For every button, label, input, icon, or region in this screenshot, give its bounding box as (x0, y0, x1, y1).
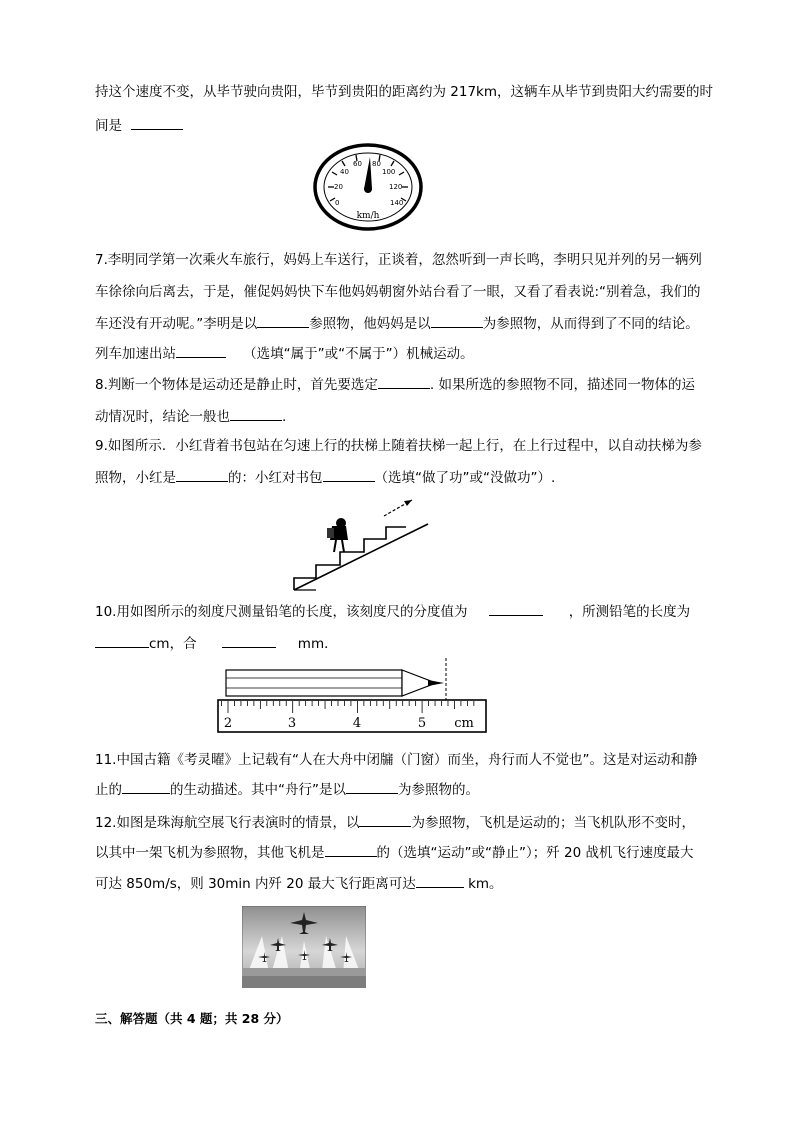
speed-tick-label: 20 (334, 183, 343, 191)
ruler-label: 5 (417, 716, 427, 731)
speedometer-figure (312, 143, 424, 231)
q7-line2: 车徐徐向后离去，于是，催促妈妈快下车他妈妈朝窗外站台看了一眼，又看了看表说:“别着急，我们的 (95, 284, 701, 300)
q9-blank-2[interactable] (323, 467, 375, 482)
airshow-photo (242, 906, 366, 988)
q9-line1: 9.如图所示．小红背着书包站在匀速上行的扶梯上随着扶梯一起上行，在上行过程中，以自动扶梯为参 (95, 438, 702, 454)
q12-blank-1[interactable] (359, 812, 411, 827)
speed-tick-label: 60 (353, 160, 362, 168)
q7-line1: 7.李明同学第一次乘火车旅行，妈妈上车送行，正谈着，忽然听到一声长鸣，李明只见并列的另一辆列 (95, 252, 702, 268)
q7-blank-1[interactable] (257, 313, 309, 328)
speed-tick-label: 140 (390, 199, 404, 207)
ruler-label: 2 (223, 716, 233, 731)
ruler-figure (214, 658, 490, 736)
ruler-unit: cm (454, 716, 474, 731)
q12-line2: 以其中一架飞机为参照物，其他飞机是 的（选填“运动”或“静止”）；歼 20 战机飞行速度最大 (95, 842, 694, 863)
q12-line3: 可达 850m/s，则 30min 内歼 20 最大飞行距离可达 km。 (95, 873, 503, 894)
q11-line1: 11.中国古籍《考灵曜》上记载有“人在大舟中闭牖（门窗）而坐，舟行而人不觉也”。这是对运动和静 (95, 752, 698, 768)
q12-line1: 12.如图是珠海航空展飞行表演时的情景，以 为参照物，飞机是运动的；当飞机队形不变时， (95, 812, 695, 833)
pencil (226, 670, 444, 696)
q6-line2: 间是 (95, 115, 183, 136)
q7-line3: 车还没有开动呢。”李明是以 参照物，他妈妈是以 为参照物，从而得到了不同的结论。 (95, 313, 699, 334)
q10-blank-1[interactable] (489, 601, 543, 616)
q7-blank-3[interactable] (176, 343, 226, 358)
speedometer-unit: km/h (356, 211, 380, 221)
speed-tick-label: 120 (389, 183, 403, 191)
q8-line1: 8.判断一个物体是运动还是静止时，首先要选定 . 如果所选的参照物不同，描述同一物体的运 (95, 374, 695, 395)
speed-tick-label: 80 (372, 160, 381, 168)
ruler-label: 3 (287, 716, 297, 731)
speed-tick-label: 0 (335, 199, 340, 207)
q8-blank-2[interactable] (230, 406, 282, 421)
q11-blank-1[interactable] (122, 779, 170, 794)
q7-blank-2[interactable] (431, 313, 483, 328)
q12-blank-2[interactable] (325, 842, 377, 857)
q9-blank-1[interactable] (176, 467, 228, 482)
section-3-title: 三、解答题（共 4 题；共 28 分） (95, 1011, 289, 1026)
q8-blank-1[interactable] (378, 374, 430, 389)
q6-answer-blank[interactable] (131, 115, 183, 130)
q8-line2: 动情况时，结论一般也 . (95, 406, 286, 427)
q10-blank-2[interactable] (95, 633, 149, 648)
q10-line2: cm，合 mm． (95, 633, 338, 654)
speed-tick-label: 40 (340, 168, 349, 176)
ruler-label: 4 (352, 716, 362, 731)
escalator-figure (286, 494, 434, 594)
student-with-backpack (327, 518, 348, 552)
q6-line1: 持这个速度不变，从毕节驶向贵阳，毕节到贵阳的距离约为 217km，这辆车从毕节到贵阳大约需要的时 (95, 84, 714, 100)
q10-line1: 10.用如图所示的刻度尺测量铅笔的长度，该刻度尺的分度值为 ，所测铅笔的长度为 (95, 601, 690, 622)
q9-line2: 照物，小红是 的：小红对书包 （选填“做了功”或“没做功”）. (95, 467, 555, 488)
q10-blank-3[interactable] (222, 633, 276, 648)
speed-tick-label: 100 (382, 168, 396, 176)
q11-blank-2[interactable] (346, 779, 398, 794)
q7-line4: 列车加速出站 （选填“属于”或“不属于”）机械运动。 (95, 343, 474, 364)
q11-line2: 止的 的生动描述。其中“舟行”是以 为参照物的。 (95, 779, 479, 800)
q12-blank-3[interactable] (416, 873, 464, 888)
